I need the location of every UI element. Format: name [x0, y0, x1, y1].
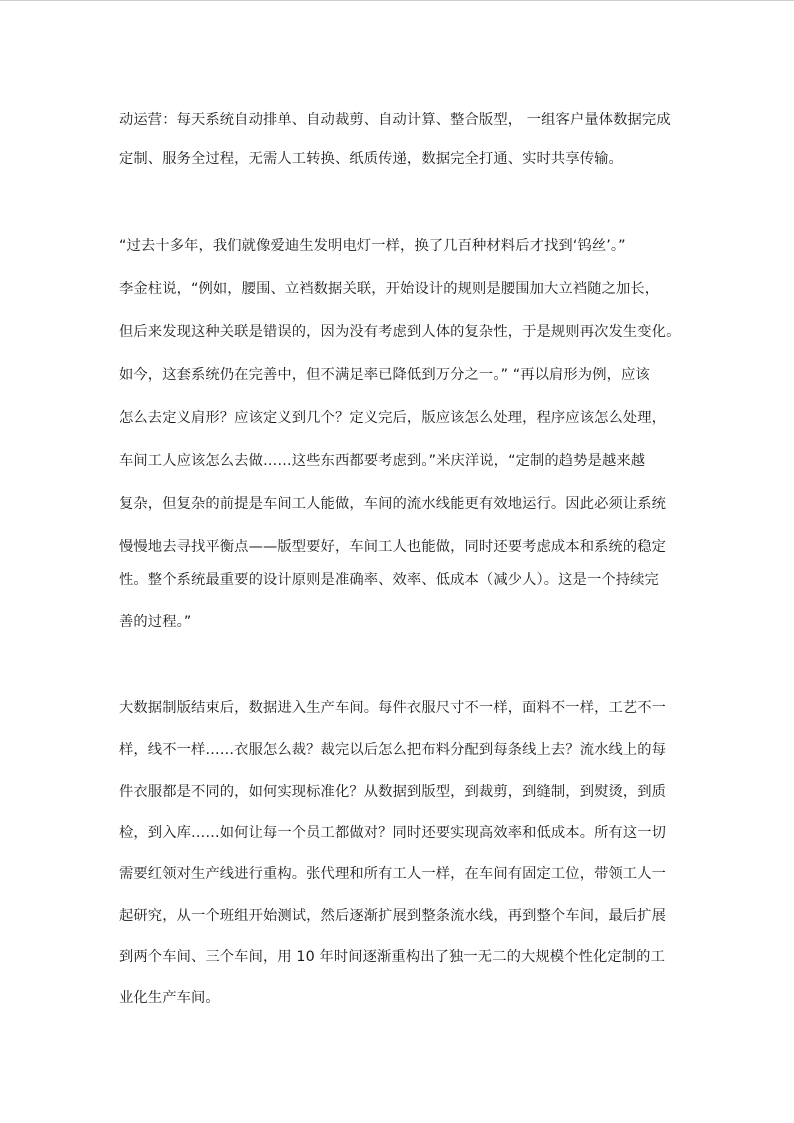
page-top-border — [0, 0, 794, 1]
paragraph-line: 需要红领对生产线进行重构。张代理和所有工人一样，在车间有固定工位，带领工人一 — [119, 866, 667, 882]
paragraph-line: 复杂，但复杂的前提是车间工人能做，车间的流水线能更有效地运行。因此必须让系统 — [119, 496, 667, 512]
paragraph-line: 怎么去定义肩形？应该定义到几个？定义完后，版应该怎么处理，程序应该怎么处理， — [119, 410, 667, 426]
paragraph-line: 车间工人应该怎么去做……这些东西都要考虑到。”米庆洋说，“定制的趋势是越来越 — [119, 453, 646, 469]
paragraph-line: 起研究，从一个班组开始测试，然后逐渐扩展到整条流水线，再到整个车间，最后扩展 — [119, 908, 667, 924]
paragraph-line: 大数据制版结束后，数据进入生产车间。每件衣服尺寸不一样，面料不一样，工艺不一 — [119, 700, 667, 716]
paragraph-line: 善的过程。” — [119, 614, 192, 630]
paragraph-line: 件衣服都是不同的，如何实现标准化？从数据到版型，到裁剪，到缝制，到熨烫，到质 — [119, 784, 667, 800]
paragraph-line: 检，到入库……如何让每一个员工都做对？同时还要实现高效率和低成本。所有这一切 — [119, 825, 667, 841]
paragraph-line: “过去十多年，我们就像爱迪生发明电灯一样，换了几百种材料后才找到‘钨丝’。” — [119, 238, 626, 254]
paragraph-line: 样，线不一样……衣服怎么裁？裁完以后怎么把布料分配到每条线上去？流水线上的每 — [119, 742, 667, 758]
paragraph-line: 性。整个系统最重要的设计原则是准确率、效率、低成本（减少人）。这是一个持续完 — [119, 572, 659, 588]
paragraph-line: 到两个车间、三个车间，用 10 年时间逐渐重构出了独一无二的大规模个性化定制的工 — [119, 949, 665, 965]
paragraph-line: 如今，这套系统仍在完善中，但不满足率已降低到万分之一。” “再以肩形为例，应该 — [119, 367, 650, 383]
paragraph-line: 定制、服务全过程，无需人工转换、纸质传递，数据完全打通、实时共享传输。 — [119, 151, 623, 167]
paragraph-line: 业化生产车间。 — [119, 990, 220, 1006]
paragraph-line: 但后来发现这种关联是错误的，因为没有考虑到人体的复杂性，于是规则再次发生变化。 — [119, 324, 681, 340]
paragraph-line: 动运营：每天系统自动排单、自动裁剪、自动计算、整合版型， 一组客户量体数据完成 — [119, 112, 671, 128]
paragraph-line: 慢慢地去寻找平衡点——版型要好，车间工人也能做，同时还要考虑成本和系统的稳定 — [119, 539, 667, 555]
paragraph-line: 李金柱说，“例如，腰围、立裆数据关联，开始设计的规则是腰围加大立裆随之加长， — [119, 281, 660, 297]
